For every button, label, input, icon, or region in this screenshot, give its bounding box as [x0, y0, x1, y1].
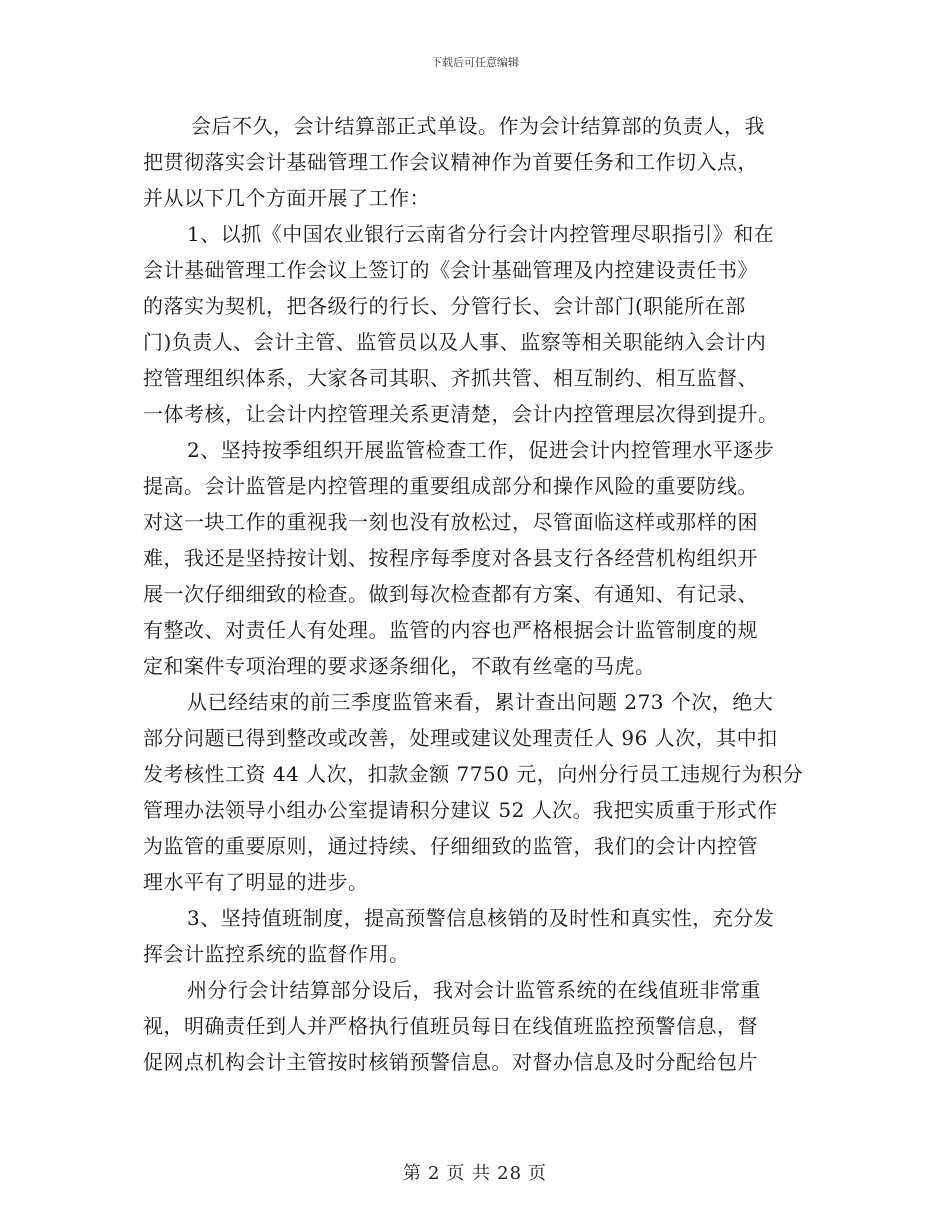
text-line: 3、坚持值班制度，提高预警信息核销的及时性和真实性，充分发 — [187, 906, 775, 930]
page-prefix: 第 — [402, 1163, 422, 1184]
text-line: 挥会计监控系统的监督作用。 — [143, 942, 410, 966]
text-line: 对这一块工作的重视我一刻也没有放松过，尽管面临这样或那样的困 — [143, 510, 758, 534]
text-line: 从已经结束的前三季度监管来看，累计查出问题 273 个次，绝大 — [187, 690, 774, 714]
header-note: 下载后可任意编辑 — [431, 56, 519, 69]
text-line: 为监管的重要原则，通过持续、仔细细致的监管，我们的会计内控管 — [143, 834, 758, 858]
text-line: 理水平有了明显的进步。 — [143, 870, 369, 894]
text-line: 有整改、对责任人有处理。监管的内容也严格根据会计监管制度的规 — [143, 618, 758, 642]
text-line: 展一次仔细细致的检查。做到每次检查都有方案、有通知、有记录、 — [143, 582, 758, 606]
text-line: 促网点机构会计主管按时核销预警信息。对督办信息及时分配给包片 — [143, 1050, 758, 1074]
text-line: 把贯彻落实会计基础管理工作会议精神作为首要任务和工作切入点， — [143, 150, 758, 174]
text-line: 2、坚持按季组织开展监管检查工作，促进会计内控管理水平逐步 — [187, 438, 775, 462]
text-line: 1、以抓《中国农业银行云南省分行会计内控管理尽职指引》和在 — [187, 222, 775, 246]
text-line: 会计基础管理工作会议上签订的《会计基础管理及内控建设责任书》 — [143, 258, 758, 282]
page-suffix: 页 — [528, 1163, 548, 1184]
text-line: 并从以下几个方面开展了工作： — [143, 186, 430, 210]
text-line: 一体考核，让会计内控管理关系更清楚，会计内控管理层次得到提升。 — [143, 402, 779, 426]
text-line: 门)负责人、会计主管、监管员以及人事、监察等相关职能纳入会计内 — [143, 330, 767, 354]
page-footer — [0, 1159, 950, 1185]
text-line: 控管理组织体系，大家各司其职、齐抓共管、相互制约、相互监督、 — [143, 366, 758, 390]
text-line: 视，明确责任到人并严格执行值班员每日在线值班监控预警信息，督 — [143, 1014, 758, 1038]
page-middle: 页 共 — [446, 1163, 492, 1184]
text-line: 定和案件专项治理的要求逐条细化，不敢有丝毫的马虎。 — [143, 654, 656, 678]
page-total: 28 — [497, 1163, 523, 1184]
text-line: 部分问题已得到整改或改善，处理或建议处理责任人 96 人次，其中扣 — [143, 726, 778, 750]
text-line: 州分行会计结算部分设后，我对会计监管系统的在线值班非常重 — [187, 978, 761, 1002]
text-line: 会后不久，会计结算部正式单设。作为会计结算部的负责人，我 — [191, 114, 765, 138]
text-line: 管理办法领导小组办公室提请积分建议 52 人次。我把实质重于形式作 — [143, 798, 778, 822]
text-line: 提高。会计监管是内控管理的重要组成部分和操作风险的重要防线。 — [143, 474, 758, 498]
page-number: 2 — [427, 1163, 441, 1184]
text-line: 难，我还是坚持按计划、按程序每季度对各县支行各经营机构组织开 — [143, 546, 758, 570]
text-line: 发考核性工资 44 人次，扣款金额 7750 元，向州分行员工违规行为积分 — [143, 762, 804, 786]
text-line: 的落实为契机，把各级行的行长、分管行长、会计部门(职能所在部 — [143, 294, 746, 318]
